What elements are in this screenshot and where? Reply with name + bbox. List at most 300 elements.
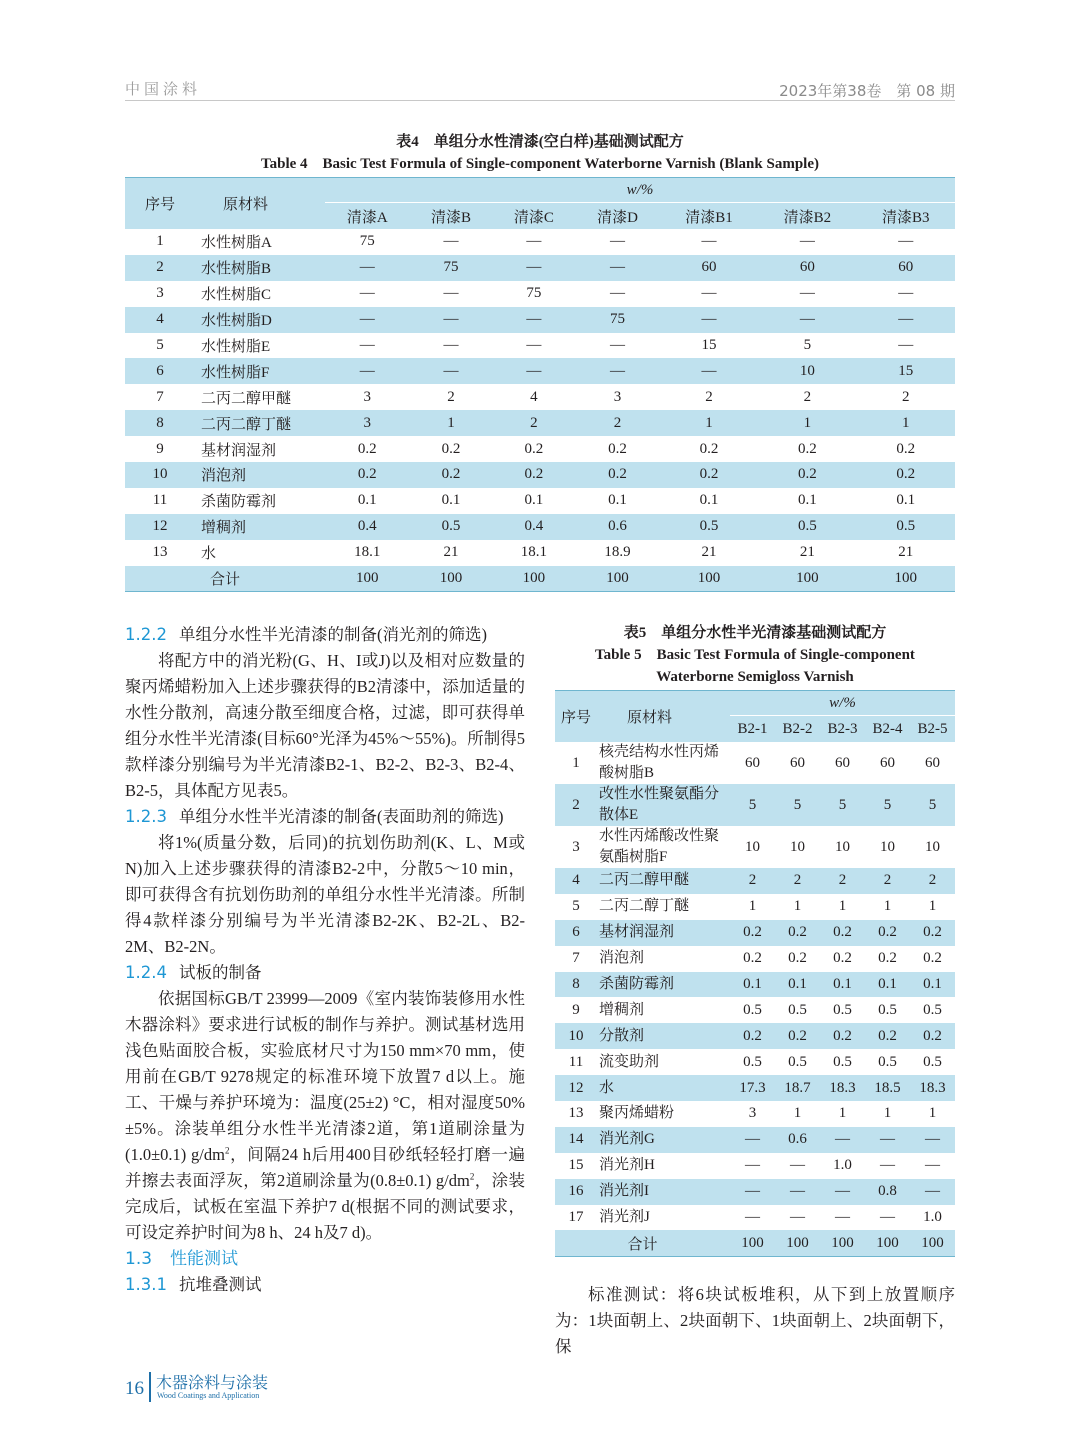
cell-value: —: [835, 1209, 850, 1226]
material-name: 增稠剂: [599, 1001, 645, 1018]
cell-value: 0.1: [608, 492, 627, 509]
cell-value: 0.2: [798, 440, 817, 457]
cell-value: 21: [799, 544, 815, 561]
cell-value: —: [701, 233, 717, 250]
cell-value: 0.1: [357, 492, 377, 509]
material-name: 水: [599, 1079, 615, 1096]
row-number: 12: [152, 518, 168, 535]
cell-value: 1: [748, 898, 757, 915]
cell-value: 75: [443, 259, 459, 276]
material-name: 消光剂I: [599, 1183, 649, 1200]
table-row: [555, 742, 955, 784]
cell-value: 1: [838, 1105, 847, 1122]
cell-value: 1: [447, 414, 455, 431]
cell-value: —: [835, 1131, 850, 1148]
cell-value: 0.2: [357, 466, 377, 483]
cell-value: 60: [701, 259, 717, 276]
cell-value: —: [610, 362, 626, 379]
table-row: [555, 946, 955, 972]
material-name: 消光剂G: [599, 1131, 655, 1148]
table-row: [555, 826, 955, 868]
cell-value: 0.2: [878, 950, 897, 967]
material-name: 二丙二醇甲醚: [201, 390, 292, 407]
row-number: 6: [572, 924, 580, 941]
table5-col-material: 原材料: [627, 710, 673, 726]
cell-value: 2: [838, 872, 847, 889]
cell-value: 1: [883, 1105, 892, 1122]
row-number: 6: [156, 362, 164, 379]
section-number: 1.3.1: [125, 1275, 167, 1294]
table4-col-no: 序号: [144, 197, 175, 213]
column-header: 清漆A: [346, 209, 388, 226]
table-row: [555, 1179, 955, 1205]
total-value: 100: [741, 1234, 764, 1251]
cell-value: 1: [928, 1105, 937, 1122]
cell-value: 0.1: [441, 492, 461, 509]
cell-value: —: [799, 311, 815, 328]
cell-value: —: [790, 1209, 805, 1226]
cell-value: —: [745, 1183, 760, 1200]
cell-value: —: [898, 285, 914, 302]
row-number: 9: [572, 1001, 580, 1018]
header-divider: [125, 100, 955, 101]
section-number: 1.2.4: [125, 963, 167, 982]
section-title: 性能测试: [170, 1249, 239, 1269]
section-1-2-4-heading: [125, 960, 525, 986]
cell-value: —: [359, 311, 375, 328]
cell-value: 0.5: [798, 518, 817, 535]
table-row: [555, 894, 955, 920]
cell-value: 0.5: [878, 1001, 897, 1018]
cell-value: 1: [902, 414, 910, 431]
cell-value: —: [526, 337, 542, 353]
column-header: B2-2: [782, 720, 813, 737]
cell-value: 0.5: [441, 518, 461, 535]
material-name: 流变助剂: [599, 1053, 660, 1070]
cell-value: 0.5: [923, 1053, 942, 1070]
total-value: 100: [876, 1234, 899, 1251]
row-number: 14: [568, 1131, 584, 1148]
table-row: [125, 229, 955, 255]
cell-value: 18.3: [919, 1079, 946, 1096]
cell-value: —: [799, 233, 815, 250]
cell-value: —: [925, 1131, 940, 1148]
section-1-2-4-text: [125, 986, 525, 1246]
cell-value: 3: [613, 388, 622, 405]
table4-col-material: 原材料: [223, 197, 269, 213]
cell-value: 0.2: [441, 466, 461, 483]
table5-unit: w/%: [829, 694, 856, 711]
table-row: [125, 358, 955, 384]
total-value: 100: [894, 570, 918, 587]
cell-value: 2: [803, 388, 812, 405]
column-header: 清漆B1: [685, 209, 733, 226]
cell-value: 0.4: [524, 518, 544, 535]
cell-value: 21: [443, 544, 459, 561]
row-number: 11: [152, 492, 168, 509]
cell-value: 0.2: [896, 440, 916, 457]
cell-value: 0.6: [788, 1131, 807, 1148]
cell-value: 10: [925, 838, 940, 855]
total-row: [555, 1230, 955, 1256]
cell-value: 0.5: [743, 1001, 762, 1018]
section-number: 1.3: [125, 1249, 153, 1269]
row-number: 1: [572, 754, 580, 771]
row-number: 5: [572, 898, 580, 915]
row-number: 3: [156, 285, 164, 302]
cell-value: —: [790, 1157, 805, 1174]
text-part: ，涂装完成后，试板在室温下养护7 d(根据不同的测试要求，可设定养护时间为8 h、24 h及7 d)。: [125, 1171, 525, 1242]
material-name: 杀菌防霉剂: [201, 494, 277, 511]
cell-value: 0.2: [833, 924, 852, 941]
cell-value: 0.2: [699, 466, 719, 483]
cell-value: 10: [745, 838, 760, 855]
table-row: [125, 281, 955, 307]
footer-journal-cn: 木器涂料与涂装: [156, 1373, 269, 1392]
cell-value: —: [610, 337, 626, 353]
total-value: 100: [606, 570, 629, 587]
cell-value: —: [745, 1131, 760, 1148]
table-row: [555, 972, 955, 998]
cell-value: 0.2: [923, 950, 942, 967]
cell-value: 0.2: [798, 466, 817, 483]
row-number: 16: [568, 1183, 584, 1200]
cell-value: 5: [928, 796, 937, 813]
cell-value: —: [925, 1157, 940, 1174]
table-row: [555, 1127, 955, 1153]
table-row: [125, 540, 955, 566]
cell-value: 60: [835, 754, 850, 771]
cell-value: 0.1: [878, 976, 897, 992]
cell-value: 0.5: [788, 1053, 807, 1070]
row-number: 13: [568, 1105, 584, 1122]
cell-value: —: [443, 362, 459, 379]
table-row: [555, 920, 955, 946]
column-header: B2-4: [872, 720, 903, 737]
row-number: 2: [572, 796, 580, 813]
table5: [555, 690, 955, 1257]
cell-value: —: [898, 311, 914, 328]
section-title: 试板的制备: [178, 963, 262, 982]
cell-value: 15: [898, 362, 914, 379]
cell-value: 0.5: [833, 1053, 852, 1070]
column-header: B2-1: [737, 720, 768, 737]
cell-value: 0.5: [788, 1001, 807, 1018]
total-value: 100: [522, 570, 546, 587]
cell-value: 1.0: [833, 1157, 852, 1174]
cell-value: 0.5: [878, 1053, 897, 1070]
cell-value: 60: [790, 754, 805, 771]
cell-value: 0.5: [833, 1001, 852, 1018]
cell-value: —: [526, 362, 542, 379]
row-number: 4: [156, 311, 164, 328]
cell-value: 0.2: [788, 1027, 807, 1044]
table5-caption-en-1: Table 5 Basic Test Formula of Single-component: [595, 647, 915, 663]
cell-value: 2: [902, 388, 910, 405]
cell-value: 5: [803, 337, 812, 353]
cell-value: 0.1: [524, 492, 544, 509]
cell-value: 15: [701, 337, 717, 353]
cell-value: —: [610, 233, 626, 250]
text-part: ，间隔24 h后用400目砂纸轻轻打磨一遍并擦去表面浮灰，第2道刷涂量为(0.8±0.1) g/dm: [125, 1145, 525, 1190]
total-value: 100: [786, 1234, 809, 1251]
material-name: 基材润湿剂: [599, 924, 675, 941]
cell-value: —: [359, 362, 375, 379]
cell-value: 0.5: [896, 518, 916, 535]
cell-value: 0.2: [833, 1027, 852, 1044]
cell-value: 0.8: [878, 1183, 897, 1200]
cell-value: —: [835, 1183, 850, 1200]
cell-value: 0.6: [608, 518, 627, 535]
cell-value: —: [359, 259, 375, 276]
journal-name: 中国涂料: [125, 80, 202, 98]
section-1-2-3-text: 将1%(质量分数，后同)的抗划伤助剂(K、L、M或N)加入上述步骤获得的清漆B2-2中，分散5～10 min，即可获得含有抗划伤助剂的单组分水性半光清漆。所制得4款样漆分别编号为半光清漆B2-2K、B2-2L、B2-2M、B2-2N。: [125, 833, 525, 956]
cell-value: —: [790, 1183, 805, 1200]
cell-value: 0.5: [699, 518, 719, 535]
total-row: [125, 566, 955, 592]
cell-value: —: [701, 311, 717, 328]
section-1-3-heading: [125, 1246, 525, 1272]
cell-value: 2: [883, 872, 892, 889]
total-value: 100: [921, 1234, 944, 1251]
cell-value: 0.1: [788, 976, 807, 992]
row-number: 12: [568, 1079, 584, 1096]
cell-value: —: [745, 1209, 760, 1226]
material-name: 二丙二醇甲醚: [599, 872, 690, 889]
total-value: 100: [796, 570, 819, 587]
cell-value: 21: [898, 544, 914, 561]
cell-value: 0.1: [699, 492, 719, 509]
material-name: 增稠剂: [201, 520, 247, 537]
cell-value: —: [359, 337, 375, 353]
cell-value: —: [898, 337, 914, 353]
page-number: 16: [125, 1378, 144, 1399]
cell-value: 0.2: [743, 950, 762, 967]
cell-value: 18.1: [520, 544, 547, 561]
cell-value: 0.2: [878, 1027, 897, 1044]
row-number: 11: [568, 1053, 584, 1070]
table4-unit: w/%: [626, 181, 654, 198]
cell-value: 10: [790, 838, 805, 855]
cell-value: 0.2: [923, 1027, 942, 1044]
standard-test-text: 标准测试：将6块试板堆积，从下到上放置顺序为：1块面朝上、2块面朝下、1块面朝上、2块面朝下，保: [555, 1285, 955, 1356]
table-row: [555, 1153, 955, 1179]
table4-caption-cn: 表4 单组分水性清漆(空白样)基础测试配方: [396, 134, 684, 150]
cell-value: 5: [883, 796, 892, 813]
cell-value: 2: [705, 388, 713, 405]
cell-value: 1: [883, 898, 892, 915]
table-row: [125, 410, 955, 436]
table-row: [555, 1101, 955, 1127]
column-header: 清漆B: [430, 209, 471, 226]
row-number: 10: [152, 466, 168, 483]
footer-journal-en: Wood Coatings and Application: [157, 1391, 260, 1400]
cell-value: 60: [898, 259, 914, 276]
material-name: 消光剂J: [599, 1209, 650, 1226]
material-name: 水性树脂C: [201, 287, 272, 304]
cell-value: 2: [928, 872, 937, 889]
cell-value: —: [526, 259, 542, 276]
row-number: 17: [568, 1209, 584, 1226]
cell-value: —: [701, 362, 717, 379]
cell-value: —: [526, 311, 542, 328]
row-number: 3: [572, 838, 580, 855]
material-name: 改性水性聚氨酯分散体E: [599, 786, 720, 823]
cell-value: 75: [526, 285, 542, 302]
cell-value: 2: [793, 872, 802, 889]
table5-caption-en-2: Waterborne Semigloss Varnish: [656, 669, 854, 685]
total-value: 100: [831, 1234, 854, 1251]
cell-value: —: [443, 285, 459, 302]
cell-value: 2: [748, 872, 757, 889]
cell-value: —: [443, 311, 459, 328]
cell-value: 3: [363, 388, 372, 405]
cell-value: 1: [838, 898, 847, 915]
row-number: 5: [156, 337, 164, 353]
cell-value: 75: [610, 311, 626, 328]
cell-value: 4: [530, 388, 538, 405]
cell-value: 1: [928, 898, 937, 915]
cell-value: —: [880, 1157, 895, 1174]
cell-value: 3: [363, 414, 372, 431]
cell-value: 0.5: [743, 1053, 762, 1070]
cell-value: 10: [799, 362, 815, 379]
cell-value: —: [925, 1183, 940, 1200]
cell-value: 10: [880, 838, 895, 855]
row-number: 8: [156, 414, 164, 431]
table5-col-no: 序号: [560, 710, 591, 726]
cell-value: —: [701, 285, 717, 302]
text-part: 依据国标GB/T 23999—2009《室内装饰装修用水性木器涂料》要求进行试板的制作与养护。测试基材选用浅色贴面胶合板，实验底材尺寸为150 mm×70 mm，使用前在GB/T 9278规定的标准环境下放置7 d以上。施工、干燥与养护环境为：温度(25±2) °C，相对湿度50% ±5%。涂装单组分水性半光清漆2道，第1道刷涂量为(1.0±0.1) g/dm: [125, 989, 525, 1164]
cell-value: 0.1: [896, 492, 916, 509]
cell-value: 18.9: [604, 544, 631, 561]
cell-value: —: [898, 233, 914, 250]
cell-value: —: [799, 285, 815, 302]
row-number: 2: [156, 259, 164, 276]
cell-value: 18.3: [829, 1079, 856, 1096]
table-row: [555, 1049, 955, 1075]
material-name: 水性树脂E: [201, 339, 271, 355]
table-row: [125, 255, 955, 281]
material-name: 二丙二醇丁醚: [599, 898, 690, 915]
table-row: [555, 1075, 955, 1101]
cell-value: 18.1: [354, 544, 381, 561]
total-label: 合计: [209, 572, 240, 589]
section-1-2-3-heading: [125, 804, 525, 830]
total-label: 合计: [627, 1236, 658, 1253]
table-row: [125, 462, 955, 488]
table-row: [555, 784, 955, 826]
column-header: B2-3: [827, 720, 858, 737]
row-number: 15: [568, 1157, 584, 1174]
section-title: 抗堆叠测试: [178, 1275, 262, 1294]
row-number: 7: [572, 950, 580, 967]
material-name: 水性树脂D: [201, 313, 272, 330]
left-column: [125, 622, 525, 1298]
table-row: [125, 384, 955, 410]
table-row: [125, 436, 955, 462]
cell-value: 2: [530, 414, 538, 431]
material-name: 分散剂: [599, 1027, 645, 1044]
cell-value: 0.2: [743, 1027, 762, 1044]
row-number: 10: [568, 1027, 584, 1044]
table4-caption-en: Table 4 Basic Test Formula of Single-component Waterborne Varnish (Blank Sample): [261, 156, 819, 172]
cell-value: 0.2: [788, 924, 807, 941]
cell-value: 0.2: [833, 950, 852, 967]
cell-value: 1: [793, 1105, 802, 1122]
material-name: 水性树脂B: [201, 261, 272, 278]
cell-value: 0.2: [699, 440, 719, 457]
column-header: B2-5: [917, 720, 948, 737]
row-number: 8: [572, 976, 580, 992]
section-number: 1.2.3: [125, 807, 167, 826]
material-name: 水性树脂A: [201, 235, 272, 252]
row-number: 9: [156, 440, 164, 457]
column-header: 清漆B3: [882, 209, 930, 226]
cell-value: 0.2: [896, 466, 916, 483]
table-row: [125, 333, 955, 359]
table-row: [125, 488, 955, 514]
cell-value: 0.2: [788, 950, 807, 967]
row-number: 1: [156, 233, 164, 250]
table-row: [125, 514, 955, 540]
material-name: 核壳结构水性丙烯酸树脂B: [599, 744, 720, 781]
cell-value: 0.4: [357, 518, 377, 535]
material-name: 水性丙烯酸改性聚氨酯树脂F: [599, 828, 720, 865]
cell-value: —: [745, 1157, 760, 1174]
cell-value: 0.2: [357, 440, 377, 457]
table-row: [125, 307, 955, 333]
cell-value: —: [443, 233, 459, 250]
section-1-3-1-heading: [125, 1272, 525, 1298]
material-name: 基材润湿剂: [201, 442, 277, 459]
table-row: [555, 1205, 955, 1231]
cell-value: 0.2: [524, 440, 544, 457]
cell-value: 1.0: [923, 1209, 942, 1226]
table-row: [555, 868, 955, 894]
table4-caption: [125, 131, 955, 175]
column-header: 清漆C: [513, 209, 554, 226]
material-name: 消光剂H: [599, 1157, 655, 1174]
cell-value: 0.2: [441, 440, 461, 457]
cell-value: 18.7: [784, 1079, 811, 1096]
cell-value: 1: [705, 414, 713, 431]
section-title: 单组分水性半光清漆的制备(表面助剂的筛选): [178, 807, 504, 826]
section-1-2-2-heading: [125, 622, 525, 648]
cell-value: 0.2: [878, 924, 897, 941]
table-row: [555, 1023, 955, 1049]
row-number: 4: [572, 872, 580, 889]
material-name: 杀菌防霉剂: [599, 976, 675, 992]
table5-caption: [555, 622, 955, 688]
cell-value: 60: [925, 754, 940, 771]
cell-value: 5: [748, 796, 757, 813]
cell-value: 0.1: [798, 492, 817, 509]
cell-value: 2: [613, 414, 622, 431]
cell-value: —: [880, 1209, 895, 1226]
issue-info: 2023年第38卷 第 08 期: [779, 82, 955, 100]
cell-value: 1: [793, 898, 802, 915]
cell-value: 1: [803, 414, 812, 431]
superscript: 2: [224, 1145, 230, 1156]
superscript: 2: [469, 1171, 475, 1182]
cell-value: —: [443, 337, 459, 353]
footer-divider: [149, 1372, 151, 1402]
total-value: 100: [697, 570, 721, 587]
cell-value: 0.2: [608, 466, 627, 483]
section-title: 单组分水性半光清漆的制备(消光剂的筛选): [178, 625, 487, 644]
material-name: 水性树脂F: [201, 364, 270, 381]
